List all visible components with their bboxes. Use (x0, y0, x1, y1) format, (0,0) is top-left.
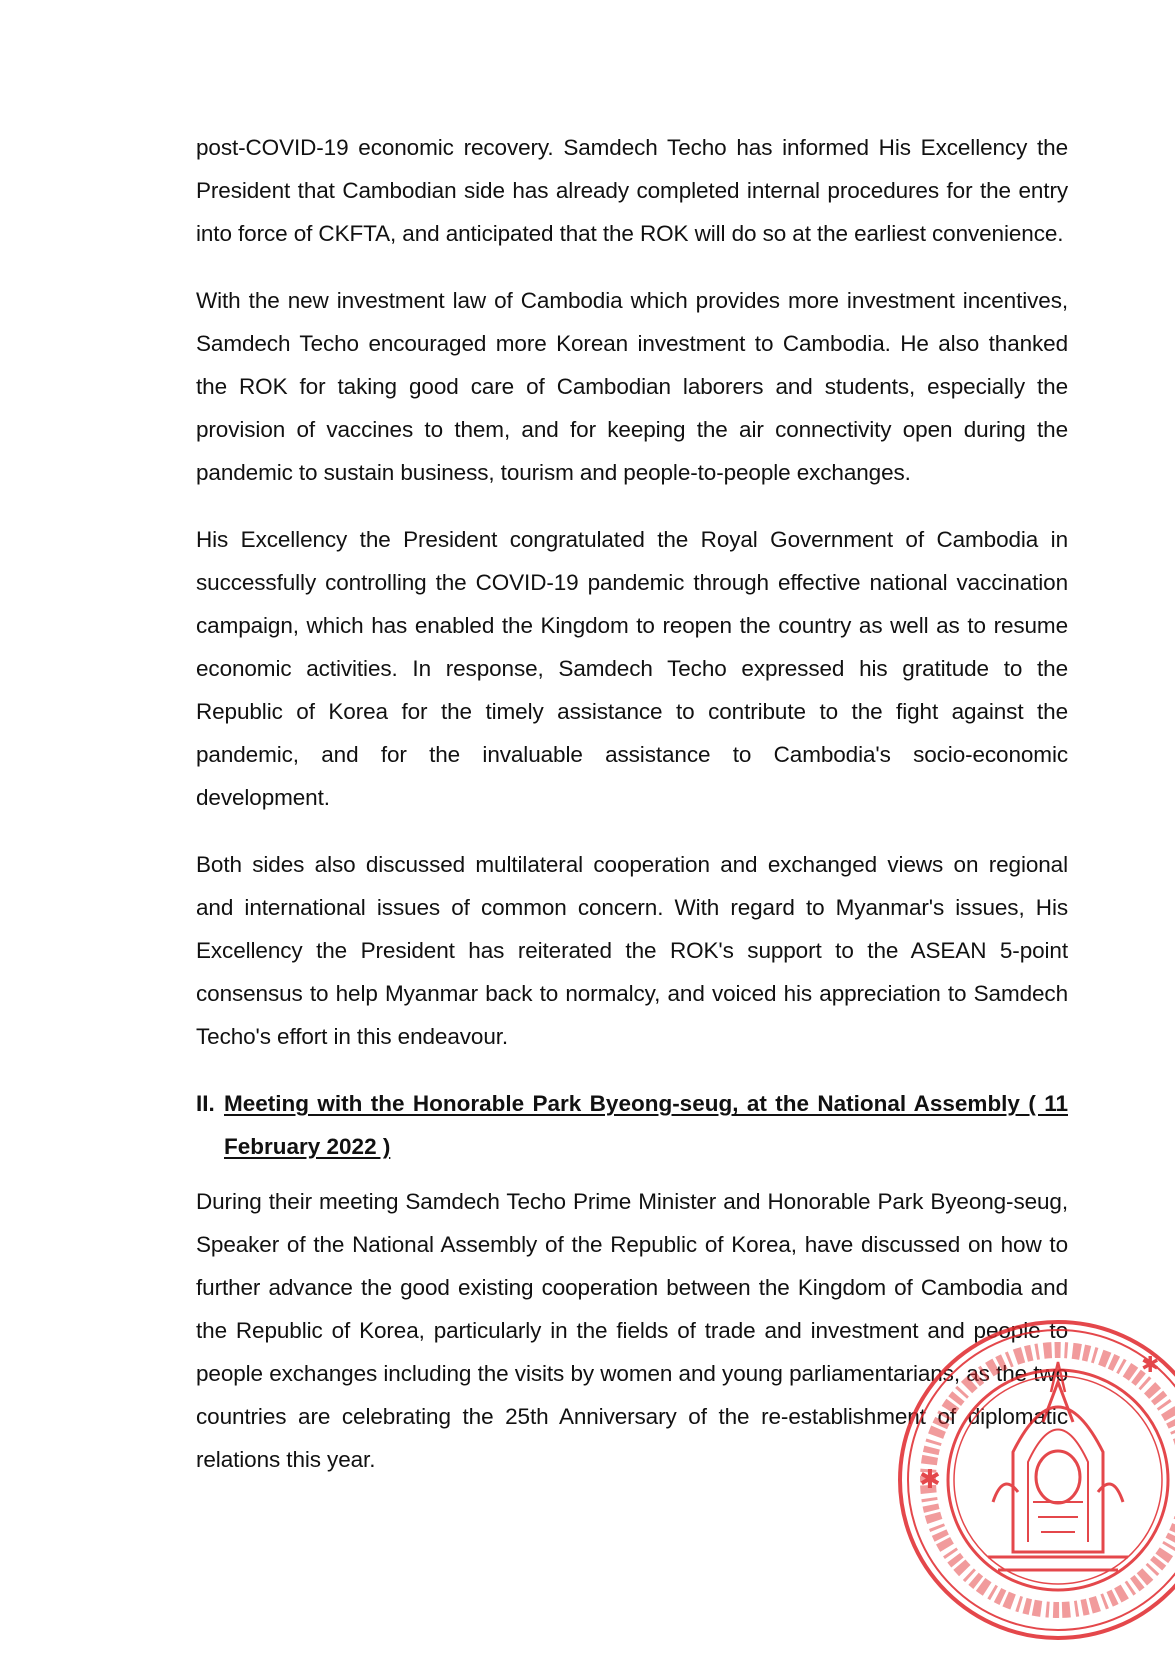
paragraph-multilateral: Both sides also discussed multilateral cooperation and exchanged views on regional and international issues of common concern. With regard to Myanmar's issues, His Excellency the President has reiterated the ROK's support to the ASEAN 5-point consensus to help Myanmar back to normalcy, and voiced his appreciation to Samdech Techo's effort in this endeavour. (196, 852, 1068, 1049)
section-title: Meeting with the Honorable Park Byeong-seug, at the National Assembly ( 11 February 2022 ) (224, 1091, 1068, 1159)
svg-text:✱: ✱ (1141, 1353, 1160, 1378)
paragraph-investment: With the new investment law of Cambodia which provides more investment incentives, Samdech Techo encouraged more Korean investment to Cambodia. He also thanked the ROK for taking good care of Cambodian laborers and students, especially the provision of vaccines to them, and for keeping the air connectivity open during the pandemic to sustain business, tourism and people-to-people exchanges. (196, 288, 1068, 485)
svg-text:✱: ✱ (919, 1465, 941, 1495)
paragraph-recovery: post-COVID-19 economic recovery. Samdech Techo has informed His Excellency the President that Cambodian side has already completed internal procedures for the entry into force of CKFTA, and anticipated that the ROK will do so at the earliest convenience. (196, 135, 1068, 246)
paragraph-national-assembly: During their meeting Samdech Techo Prime Minister and Honorable Park Byeong-seug, Speaker of the National Assembly of the Republic of Korea, have discussed on how to further advance the good existing cooperation between the Kingdom of Cambodia and the Republic of Korea, particularly in the fields of trade and investment and people to people exchanges including the visits by women and young parliamentarians, as the two countries are celebrating the 25th Anniversary of the re-establishment of diplomatic relations this year. (196, 1189, 1068, 1472)
section-number: II. (196, 1091, 215, 1116)
document-body (196, 126, 1068, 1505)
section-heading (196, 1082, 1068, 1168)
paragraph-covid-response: His Excellency the President congratulated the Royal Government of Cambodia in successfully controlling the COVID-19 pandemic through effective national vaccination campaign, which has enabled the Kingdom to reopen the country as well as to resume economic activities. In response, Samdech Techo expressed his gratitude to the Republic of Korea for the timely assistance to contribute to the fight against the pandemic, and for the invaluable assistance to Cambodia's socio-economic development. (196, 527, 1068, 810)
